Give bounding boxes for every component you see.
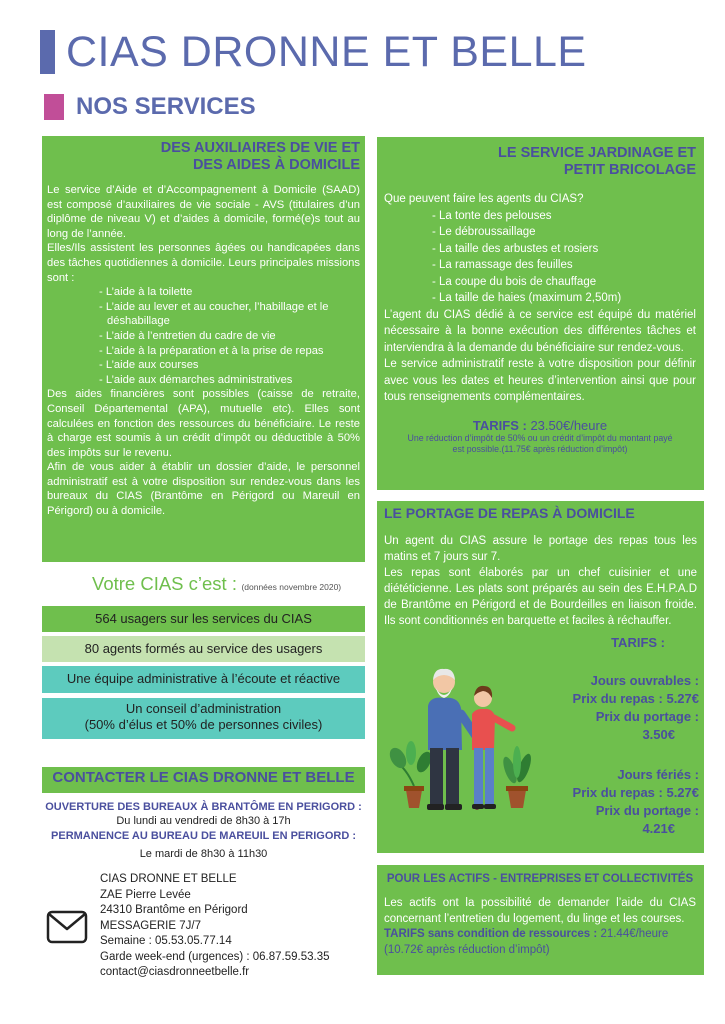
actifs-box (377, 865, 704, 975)
plant-right-icon (501, 746, 534, 808)
feries-title: Jours fériés : (617, 767, 699, 782)
address-phone: Semaine : 05.53.05.77.14 (100, 935, 232, 947)
opening-hours: Du lundi au vendredi de 8h30 à 17h (116, 815, 291, 827)
list-item: - L’aide à l’entretien du cadre de vie (99, 329, 360, 344)
plant-left-icon (386, 741, 434, 808)
contact-title: CONTACTER LE CIAS DRONNE ET BELLE (52, 769, 355, 786)
list-item: - La coupe du bois de chauffage (432, 274, 696, 291)
feries-portage: Prix du portage : (595, 803, 699, 818)
actifs-tarif-note: (10.72€ après réduction d’impôt) (384, 943, 550, 956)
auxiliaires-dossier: Afin de vous aider à établir un dossier d’aide, le personnel administratif est à votre disposition sur rendez-vous dans les bureaux du CIAS (Brantôme en Périgord ou Mareuil en Périgord) ou à domicile. (47, 461, 360, 518)
repas-title: LE PORTAGE DE REPAS À DOMICILE (384, 505, 635, 521)
list-item: - L’aide au lever et au coucher, l’habillage et le déshabillage (99, 300, 360, 329)
jardinage-tarif-value: 23.50€/heure (530, 417, 608, 433)
stat-usagers: 564 usagers sur les services du CIAS (42, 606, 365, 632)
feries-repas: Prix du repas : 5.27€ (572, 785, 699, 800)
actifs-tarif (384, 927, 696, 943)
actifs-title: POUR LES ACTIFS - ENTREPRISES ET COLLECTIVITÉS (386, 873, 694, 885)
repas-feries (573, 766, 699, 838)
stat-conseil-line1: Un conseil d’administration (125, 701, 282, 716)
auxiliaires-title (47, 140, 360, 174)
list-item: - L’aide à la toilette (99, 285, 360, 300)
address-messagerie: MESSAGERIE 7J/7 (100, 919, 201, 932)
repas-ouvrables (573, 672, 699, 744)
stat-equipe: Une équipe administrative à l’écoute et réactive (42, 666, 365, 693)
ouvrables-portage: Prix du portage : (595, 709, 699, 724)
auxiliaires-title-line1: DES AUXILIAIRES DE VIE ET (160, 140, 360, 156)
ouvrables-repas: Prix du repas : 5.27€ (572, 691, 699, 706)
list-item: - L’aide aux courses (99, 358, 360, 373)
permanence-title: PERMANENCE AU BUREAU DE MAREUIL EN PERIGORD : (51, 830, 356, 842)
feries-portage-price: 4.21€ (642, 821, 675, 836)
list-item: - L’aide à la préparation et à la prise de repas (99, 344, 360, 359)
jardinage-tarif (384, 418, 696, 433)
jardinage-title-line1: LE SERVICE JARDINAGE ET (498, 145, 696, 161)
envelope-icon (46, 910, 88, 944)
jardinage-tarif-note-2: est possible.(11.75€ après réduction d’impôt) (452, 443, 628, 454)
elderly-couple-illustration (384, 658, 540, 818)
cias-heading (92, 573, 341, 595)
auxiliaires-title-line2: DES AIDES À DOMICILE (192, 157, 360, 173)
jardinage-tarif-label: TARIFS : (472, 417, 527, 433)
address-email[interactable]: contact@ciasdronneetbelle.fr (100, 966, 250, 978)
address-name: CIAS DRONNE ET BELLE (100, 873, 237, 885)
elderly-man-icon (427, 669, 477, 810)
permanence-hours: Le mardi de 8h30 à 11h30 (139, 848, 268, 860)
list-item: - La ramassage des feuilles (432, 257, 696, 274)
repas-tarifs-label: TARIFS : (611, 635, 665, 650)
opening-title: OUVERTURE DES BUREAUX À BRANTÔME EN PERIGORD : (45, 801, 362, 813)
contact-address (100, 872, 330, 981)
list-item: - La tonte des pelouses (432, 208, 696, 225)
jardinage-question: Que peuvent faire les agents du CIAS? (384, 193, 584, 205)
stat-conseil (42, 698, 365, 739)
missions-list (47, 285, 360, 387)
address-urgent-phone: Garde week-end (urgences) : 06.87.59.53.35 (100, 950, 330, 963)
jardinage-box (377, 137, 704, 490)
repas-agent-text: Un agent du CIAS assure le portage des repas tous les matins et 7 jours sur 7. (384, 535, 697, 563)
jardinage-title-line2: PETIT BRICOLAGE (563, 162, 696, 178)
address-street: ZAE Pierre Levée (100, 888, 191, 901)
list-item: - La taille des arbustes et rosiers (432, 241, 696, 258)
ouvrables-title: Jours ouvrables : (590, 673, 699, 688)
auxiliaires-assist: Elles/Ils assistent les personnes âgées ou handicapées dans des tâches quotidiennes à domicile. Leurs principales missions sont : (47, 242, 360, 284)
jardinage-title (384, 145, 696, 179)
jardinage-admin-text: Le service administratif reste à votre disposition pour définir avec vous les dates et heures d’intervention ainsi que pour tous renseignements complémentaires. (384, 358, 696, 403)
stat-conseil-line2: (50% d’élus et 50% de personnes civiles) (84, 717, 323, 732)
list-item: - L’aide aux démarches administratives (99, 373, 360, 388)
jardinage-agent-text: L’agent du CIAS dédié à ce service est équipé du matériel nécessaire à la bonne exécution des différentes tâches et interviendra à la demande du bénéficiaire sur rendez-vous. (384, 308, 696, 354)
subtitle-accent-bar (44, 94, 64, 120)
actifs-tarif-value: 21.44€/heure (600, 928, 669, 940)
auxiliaires-intro: Le service d’Aide et d’Accompagnement à Domicile (SAAD) est composé d’auxiliaires de vie sociale - AVS (titulaires d’un diplôme de niveau V) et d’aides à domicile, formé(e)s tout au long de l’année. (47, 184, 360, 240)
ouvrables-portage-price: 3.50€ (642, 727, 675, 742)
auxiliaires-box (42, 136, 365, 562)
list-item: - Le débroussaillage (432, 224, 696, 241)
address-city: 24310 Brantôme en Périgord (100, 904, 248, 916)
jardinage-tarif-note-1: Une réduction d’impôt de 50% ou un crédit d’impôt du montant payé (407, 432, 673, 443)
page-subtitle: NOS SERVICES (76, 93, 256, 120)
page-title: CIAS DRONNE ET BELLE (66, 28, 587, 76)
jardinage-task-list (384, 208, 696, 307)
title-accent-bar (40, 30, 55, 74)
cias-heading-label: Votre CIAS c’est : (92, 573, 237, 594)
repas-chef-text: Les repas sont élaborés par un chef cuisinier et une diététicienne. Les plats sont préparés au sein des E.H.P.A.D de Brantôme en Périgord et de Bourdeilles en liaison froide. Ils sont conditionnés en barquette et faciles à réchauffer. (384, 567, 697, 627)
list-item: - La taille de haies (maximum 2,50m) (432, 290, 696, 307)
actifs-text: Les actifs ont la possibilité de demander l’aide du CIAS concernant l’entretien du logement, du linge et les courses. (384, 897, 696, 925)
cias-heading-note: (données novembre 2020) (241, 582, 342, 592)
stat-agents: 80 agents formés au service des usagers (42, 636, 365, 662)
actifs-tarif-label: TARIFS sans condition de ressources : (384, 928, 598, 940)
auxiliaires-aides: Des aides financières sont possibles (caisse de retraite, Conseil Départemental (APA), mutuelle etc). Elles sont calculées en fonction des ressources du bénéficiaire. Le reste à charge est soumis à un crédit d’impôt ou déductible à 50% des impôts sur le revenu. (47, 388, 360, 459)
